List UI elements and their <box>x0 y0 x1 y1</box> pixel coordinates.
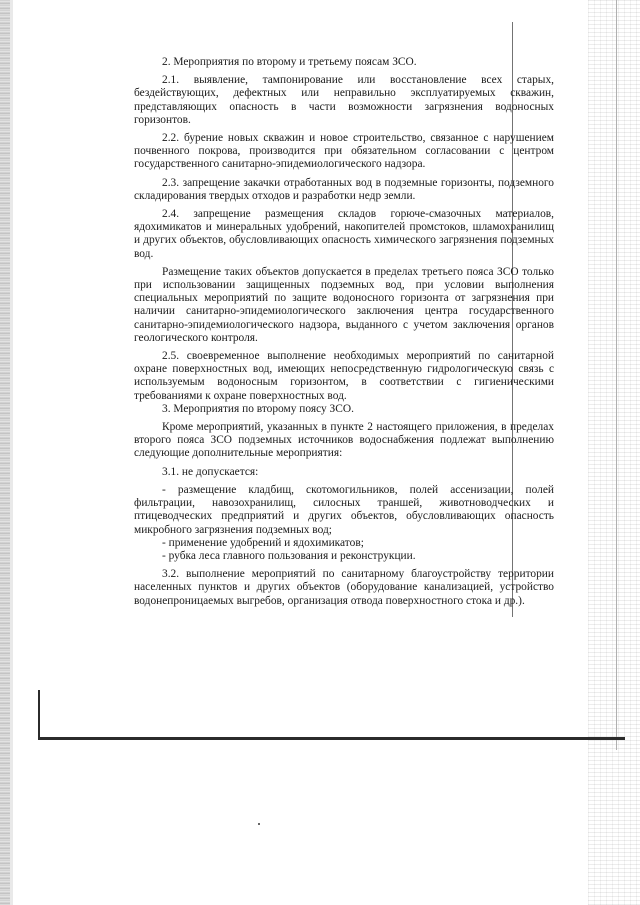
paragraph-placement: Размещение таких объектов допускается в пределах третьего пояса ЗСО только при использовании защищенных подземных вод, при условии выполнения специальных мероприятий по защите водоносного горизонта от загрязнения при наличии санитарно-эпидемиологического заключения центра государственного санитарно-эпидемиологического надзора, выданного с учетом заключения органов геологического контроля. <box>134 265 554 344</box>
paragraph-2-5: 2.5. своевременное выполнение необходимых мероприятий по санитарной охране поверхностных вод, имеющих непосредственную гидрологическую связь с используемым водоносным горизонтом, в соответствии с гигиеническими требованиями к охране поверхностных вод. <box>134 350 554 402</box>
scan-speck <box>258 823 260 825</box>
paragraph-2-4: 2.4. запрещение размещения складов горюче-смазочных материалов, ядохимикатов и минеральных удобрений, накопителей промстоков, шламохранилищ и других объектов, обусловливающих опасность химического загрязнения подземных вод. <box>134 208 554 260</box>
document-body <box>134 56 554 608</box>
scan-left-shadow <box>10 0 13 905</box>
section-heading-2: 2. Мероприятия по второму и третьему поясам ЗСО. <box>162 56 417 68</box>
paragraph-3-2: 3.2. выполнение мероприятий по санитарному благоустройству территории населенных пунктов и других объектов (оборудование канализацией, устройство водонепроницаемых выгребов, организация отвода поверхностного стока и др.). <box>134 568 554 607</box>
paragraph-2-2: 2.2. бурение новых скважин и новое строительство, связанное с нарушением почвенного покрова, производится при обязательном согласовании с центром государственного санитарно-эпидемиологического надзора. <box>134 132 554 171</box>
list-item-3-1-c: - рубка леса главного пользования и реконструкции. <box>162 549 416 562</box>
paragraph-2-3: 2.3. запрещение закачки отработанных вод в подземные горизонты, подземного складирования твердых отходов и разработки недр земли. <box>134 176 554 202</box>
paragraph-3-intro: Кроме мероприятий, указанных в пункте 2 настоящего приложения, в пределах второго пояса ЗСО подземных источников водоснабжения подлежат выполнению следующие дополнительные мероприятия: <box>134 421 554 460</box>
scan-left-bracket <box>38 690 40 740</box>
paragraph-2-1: 2.1. выявление, тампонирование или восстановление всех старых, бездействующих, дефектных или неправильно эксплуатируемых скважин, представляющих опасность в части возможности загрязнения водоносных горизонтов. <box>134 74 554 126</box>
paragraph-3-1: 3.1. не допускается: <box>162 465 259 478</box>
scan-right-edge <box>588 0 640 905</box>
scan-right-rule <box>616 0 617 750</box>
list-item-3-1-b: - применение удобрений и ядохимикатов; <box>162 536 364 549</box>
scan-bottom-line <box>40 737 625 740</box>
scan-left-edge <box>0 0 10 905</box>
list-item-3-1-a: - размещение кладбищ, скотомогильников, полей ассенизации, полей фильтрации, навозохранилищ, силосных траншей, животноводческих и птицеводческих предприятий и других объектов, обусловливающих опасность микробного загрязнения подземных вод; <box>134 483 554 536</box>
section-heading-3: 3. Мероприятия по второму поясу ЗСО. <box>162 402 354 415</box>
